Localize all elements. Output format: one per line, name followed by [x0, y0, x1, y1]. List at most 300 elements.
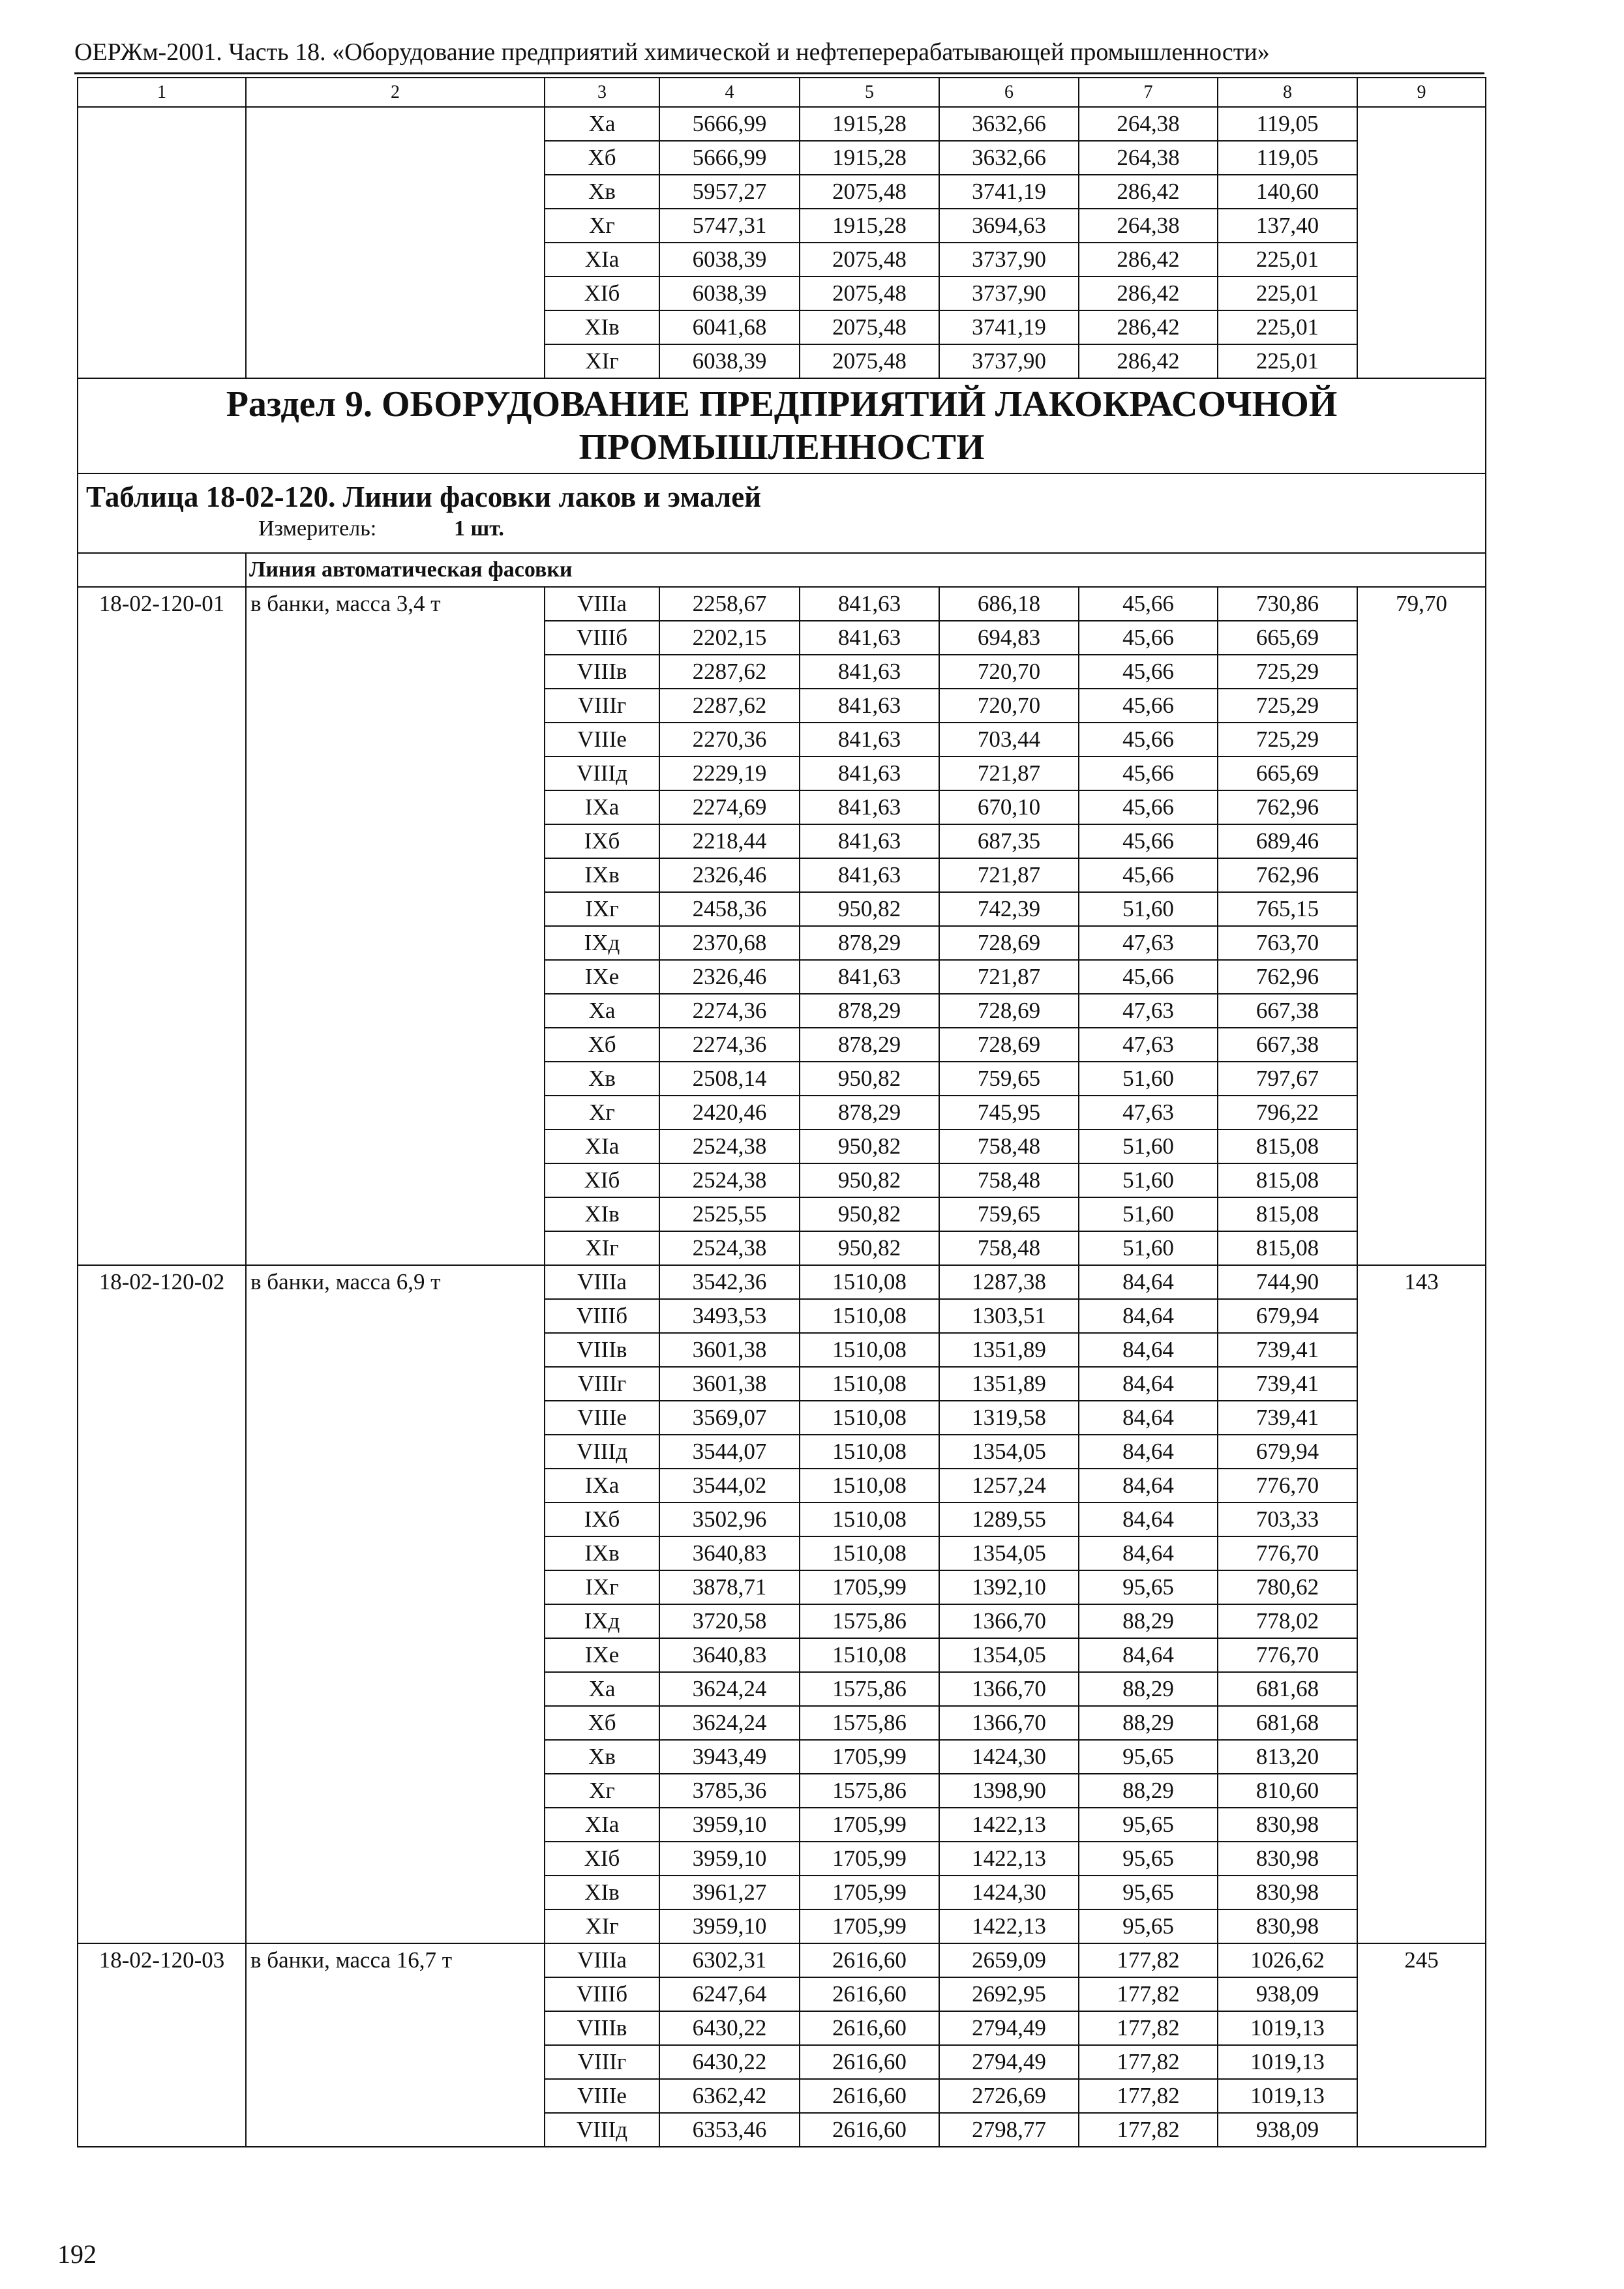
value-cell: 1575,86	[800, 1672, 939, 1706]
value-cell: 763,70	[1218, 926, 1357, 960]
value-cell: 84,64	[1079, 1333, 1218, 1367]
value-cell: 1257,24	[939, 1469, 1079, 1503]
column-number: 6	[939, 78, 1079, 107]
value-cell: 6430,22	[659, 2011, 800, 2045]
value-cell: 1422,13	[939, 1842, 1079, 1876]
table-title-cell	[78, 473, 1486, 553]
value-cell: 815,08	[1218, 1231, 1357, 1265]
value-cell: 1510,08	[800, 1536, 939, 1570]
value-cell: 95,65	[1079, 1842, 1218, 1876]
value-cell: 3878,71	[659, 1570, 800, 1604]
zone-cell: VIIIa	[545, 1265, 659, 1299]
value-cell: 2508,14	[659, 1062, 800, 1096]
value-cell: 3943,49	[659, 1740, 800, 1774]
value-cell: 1705,99	[800, 1808, 939, 1842]
value-cell: 2794,49	[939, 2011, 1079, 2045]
zone-cell: VIIIд	[545, 2113, 659, 2147]
value-cell: 88,29	[1079, 1706, 1218, 1740]
value-cell: 841,63	[800, 756, 939, 790]
value-cell: 3542,36	[659, 1265, 800, 1299]
subheading-spacer	[78, 553, 246, 587]
value-cell: 3569,07	[659, 1401, 800, 1435]
value-cell: 3544,07	[659, 1435, 800, 1469]
value-cell: 1319,58	[939, 1401, 1079, 1435]
value-cell: 1422,13	[939, 1808, 1079, 1842]
value-cell: 3785,36	[659, 1774, 800, 1808]
item-name: в банки, масса 16,7 т	[246, 1943, 545, 2147]
value-cell: 51,60	[1079, 1163, 1218, 1197]
zone-cell: VIIIa	[545, 1943, 659, 1977]
value-cell: 3959,10	[659, 1909, 800, 1943]
section-row	[78, 378, 1486, 473]
item-col9: 143	[1357, 1265, 1486, 1943]
value-cell: 2616,60	[800, 2011, 939, 2045]
value-cell: 2270,36	[659, 723, 800, 756]
value-cell: 6430,22	[659, 2045, 800, 2079]
value-cell: 1705,99	[800, 1740, 939, 1774]
value-cell: 3961,27	[659, 1876, 800, 1909]
value-cell: 2420,46	[659, 1096, 800, 1130]
value-cell: 720,70	[939, 689, 1079, 723]
value-cell: 758,48	[939, 1130, 1079, 1163]
value-cell: 796,22	[1218, 1096, 1357, 1130]
value-cell: 689,46	[1218, 824, 1357, 858]
value-cell: 47,63	[1079, 926, 1218, 960]
value-cell: 776,70	[1218, 1638, 1357, 1672]
value-cell: 45,66	[1079, 790, 1218, 824]
zone-cell: Xa	[545, 1672, 659, 1706]
column-number: 9	[1357, 78, 1486, 107]
value-cell: 2274,36	[659, 1028, 800, 1062]
value-cell: 878,29	[800, 1028, 939, 1062]
value-cell: 670,10	[939, 790, 1079, 824]
column-number: 1	[78, 78, 246, 107]
value-cell: 950,82	[800, 1163, 939, 1197]
value-cell: 3720,58	[659, 1604, 800, 1638]
zone-cell: VIIIг	[545, 1367, 659, 1401]
value-cell: 177,82	[1079, 1943, 1218, 1977]
value-cell: 739,41	[1218, 1401, 1357, 1435]
value-cell: 3741,19	[939, 310, 1079, 344]
column-number: 4	[659, 78, 800, 107]
value-cell: 1510,08	[800, 1638, 939, 1672]
value-cell: 2075,48	[800, 243, 939, 277]
zone-cell: Xг	[545, 209, 659, 243]
value-cell: 2075,48	[800, 310, 939, 344]
value-cell: 177,82	[1079, 2045, 1218, 2079]
value-cell: 225,01	[1218, 277, 1357, 310]
zone-cell: XIг	[545, 1231, 659, 1265]
value-cell: 1422,13	[939, 1909, 1079, 1943]
zone-cell: VIIIa	[545, 587, 659, 621]
value-cell: 950,82	[800, 1197, 939, 1231]
value-cell: 2326,46	[659, 960, 800, 994]
value-cell: 2524,38	[659, 1163, 800, 1197]
value-cell: 3959,10	[659, 1808, 800, 1842]
item-name: в банки, масса 3,4 т	[246, 587, 545, 1265]
value-cell: 878,29	[800, 994, 939, 1028]
zone-cell: XIб	[545, 1163, 659, 1197]
value-cell: 665,69	[1218, 756, 1357, 790]
value-cell: 1354,05	[939, 1435, 1079, 1469]
value-cell: 3601,38	[659, 1333, 800, 1367]
value-cell: 1366,70	[939, 1672, 1079, 1706]
zone-cell: VIIIв	[545, 2011, 659, 2045]
value-cell: 665,69	[1218, 621, 1357, 655]
value-cell: 3640,83	[659, 1638, 800, 1672]
value-cell: 780,62	[1218, 1570, 1357, 1604]
value-cell: 1510,08	[800, 1367, 939, 1401]
value-cell: 2458,36	[659, 892, 800, 926]
value-cell: 2798,77	[939, 2113, 1079, 2147]
value-cell: 3737,90	[939, 344, 1079, 378]
value-cell: 2616,60	[800, 1943, 939, 1977]
value-cell: 725,29	[1218, 723, 1357, 756]
value-cell: 3632,66	[939, 107, 1079, 141]
column-number: 7	[1079, 78, 1218, 107]
value-cell: 6353,46	[659, 2113, 800, 2147]
value-cell: 286,42	[1079, 243, 1218, 277]
zone-cell: IXб	[545, 824, 659, 858]
value-cell: 6038,39	[659, 243, 800, 277]
value-cell: 45,66	[1079, 689, 1218, 723]
value-cell: 742,39	[939, 892, 1079, 926]
column-number: 8	[1218, 78, 1357, 107]
zone-cell: Xг	[545, 1096, 659, 1130]
value-cell: 5957,27	[659, 175, 800, 209]
zone-cell: VIIIб	[545, 621, 659, 655]
value-cell: 1366,70	[939, 1604, 1079, 1638]
value-cell: 119,05	[1218, 107, 1357, 141]
value-cell: 813,20	[1218, 1740, 1357, 1774]
item-col9: 79,70	[1357, 587, 1486, 1265]
value-cell: 3737,90	[939, 277, 1079, 310]
price-table	[77, 77, 1486, 2147]
zone-cell: XIв	[545, 1876, 659, 1909]
value-cell: 2274,36	[659, 994, 800, 1028]
table-title-row	[78, 473, 1486, 553]
value-cell: 1392,10	[939, 1570, 1079, 1604]
zone-cell: Xa	[545, 107, 659, 141]
value-cell: 1398,90	[939, 1774, 1079, 1808]
value-cell: 6362,42	[659, 2079, 800, 2113]
value-cell: 51,60	[1079, 1231, 1218, 1265]
value-cell: 177,82	[1079, 2011, 1218, 2045]
value-cell: 739,41	[1218, 1333, 1357, 1367]
value-cell: 878,29	[800, 1096, 939, 1130]
value-cell: 177,82	[1079, 2113, 1218, 2147]
value-cell: 3694,63	[939, 209, 1079, 243]
value-cell: 1915,28	[800, 209, 939, 243]
value-cell: 1510,08	[800, 1333, 939, 1367]
value-cell: 679,94	[1218, 1299, 1357, 1333]
value-cell: 84,64	[1079, 1469, 1218, 1503]
value-cell: 728,69	[939, 994, 1079, 1028]
value-cell: 2258,67	[659, 587, 800, 621]
value-cell: 797,67	[1218, 1062, 1357, 1096]
value-cell: 264,38	[1079, 107, 1218, 141]
value-cell: 95,65	[1079, 1570, 1218, 1604]
value-cell: 51,60	[1079, 1130, 1218, 1163]
value-cell: 681,68	[1218, 1672, 1357, 1706]
subheading-row	[78, 553, 1486, 587]
value-cell: 3544,02	[659, 1469, 800, 1503]
value-cell: 728,69	[939, 1028, 1079, 1062]
zone-cell: Xг	[545, 1774, 659, 1808]
value-cell: 51,60	[1079, 892, 1218, 926]
value-cell: 95,65	[1079, 1808, 1218, 1842]
value-cell: 2370,68	[659, 926, 800, 960]
value-cell: 1354,05	[939, 1638, 1079, 1672]
value-cell: 1575,86	[800, 1604, 939, 1638]
name-cell	[246, 107, 545, 378]
value-cell: 776,70	[1218, 1469, 1357, 1503]
value-cell: 2616,60	[800, 2113, 939, 2147]
value-cell: 1705,99	[800, 1909, 939, 1943]
zone-cell: IXa	[545, 1469, 659, 1503]
value-cell: 720,70	[939, 655, 1079, 689]
zone-cell: VIIIд	[545, 756, 659, 790]
value-cell: 841,63	[800, 858, 939, 892]
value-cell: 938,09	[1218, 2113, 1357, 2147]
zone-cell: VIIIг	[545, 2045, 659, 2079]
value-cell: 286,42	[1079, 277, 1218, 310]
value-cell: 1424,30	[939, 1876, 1079, 1909]
value-cell: 2202,15	[659, 621, 800, 655]
item-code: 18-02-120-03	[78, 1943, 246, 2147]
value-cell: 45,66	[1079, 621, 1218, 655]
code-cell	[78, 107, 246, 378]
zone-cell: IXe	[545, 1638, 659, 1672]
column-number: 3	[545, 78, 659, 107]
value-cell: 45,66	[1079, 723, 1218, 756]
value-cell: 6038,39	[659, 344, 800, 378]
zone-cell: IXг	[545, 892, 659, 926]
value-cell: 950,82	[800, 1130, 939, 1163]
value-cell: 6038,39	[659, 277, 800, 310]
zone-cell: VIIIe	[545, 1401, 659, 1435]
value-cell: 721,87	[939, 960, 1079, 994]
value-cell: 2287,62	[659, 655, 800, 689]
zone-cell: VIIIe	[545, 723, 659, 756]
zone-cell: Xв	[545, 175, 659, 209]
value-cell: 762,96	[1218, 858, 1357, 892]
zone-cell: Xв	[545, 1740, 659, 1774]
value-cell: 95,65	[1079, 1740, 1218, 1774]
value-cell: 51,60	[1079, 1197, 1218, 1231]
value-cell: 1351,89	[939, 1333, 1079, 1367]
value-cell: 687,35	[939, 824, 1079, 858]
zone-cell: Xб	[545, 141, 659, 175]
value-cell: 5747,31	[659, 209, 800, 243]
value-cell: 1019,13	[1218, 2011, 1357, 2045]
value-cell: 3601,38	[659, 1367, 800, 1401]
value-cell: 1026,62	[1218, 1943, 1357, 1977]
value-cell: 177,82	[1079, 2079, 1218, 2113]
value-cell: 725,29	[1218, 689, 1357, 723]
value-cell: 2326,46	[659, 858, 800, 892]
value-cell: 3741,19	[939, 175, 1079, 209]
zone-cell: VIIIв	[545, 655, 659, 689]
value-cell: 776,70	[1218, 1536, 1357, 1570]
value-cell: 815,08	[1218, 1130, 1357, 1163]
value-cell: 1366,70	[939, 1706, 1079, 1740]
zone-cell: IXe	[545, 960, 659, 994]
value-cell: 810,60	[1218, 1774, 1357, 1808]
value-cell: 830,98	[1218, 1909, 1357, 1943]
value-cell: 47,63	[1079, 1028, 1218, 1062]
zone-cell: XIa	[545, 1808, 659, 1842]
section-title: Раздел 9. ОБОРУДОВАНИЕ ПРЕДПРИЯТИЙ ЛАКОКРАСОЧНОЙ ПРОМЫШЛЕННОСТИ	[78, 378, 1486, 473]
value-cell: 6302,31	[659, 1943, 800, 1977]
value-cell: 2218,44	[659, 824, 800, 858]
value-cell: 5666,99	[659, 141, 800, 175]
value-cell: 765,15	[1218, 892, 1357, 926]
value-cell: 2524,38	[659, 1231, 800, 1265]
value-cell: 878,29	[800, 926, 939, 960]
value-cell: 2229,19	[659, 756, 800, 790]
value-cell: 1705,99	[800, 1876, 939, 1909]
zone-cell: VIIIб	[545, 1977, 659, 2011]
value-cell: 1424,30	[939, 1740, 1079, 1774]
zone-cell: XIa	[545, 1130, 659, 1163]
value-cell: 759,65	[939, 1197, 1079, 1231]
value-cell: 815,08	[1218, 1163, 1357, 1197]
table-row	[78, 1943, 1486, 1977]
header-rule	[74, 72, 1484, 74]
zone-cell: XIв	[545, 1197, 659, 1231]
value-cell: 3624,24	[659, 1672, 800, 1706]
value-cell: 3624,24	[659, 1706, 800, 1740]
value-cell: 841,63	[800, 723, 939, 756]
value-cell: 286,42	[1079, 175, 1218, 209]
value-cell: 1510,08	[800, 1469, 939, 1503]
value-cell: 703,33	[1218, 1503, 1357, 1536]
zone-cell: IXг	[545, 1570, 659, 1604]
value-cell: 830,98	[1218, 1808, 1357, 1842]
value-cell: 667,38	[1218, 994, 1357, 1028]
value-cell: 2075,48	[800, 344, 939, 378]
value-cell: 778,02	[1218, 1604, 1357, 1638]
value-cell: 721,87	[939, 858, 1079, 892]
measure-label: Измеритель:	[258, 516, 377, 541]
value-cell: 841,63	[800, 655, 939, 689]
value-cell: 841,63	[800, 960, 939, 994]
value-cell: 84,64	[1079, 1536, 1218, 1570]
value-cell: 95,65	[1079, 1909, 1218, 1943]
item-col9: 245	[1357, 1943, 1486, 2147]
zone-cell: VIIIб	[545, 1299, 659, 1333]
value-cell: 2075,48	[800, 175, 939, 209]
table-title: Таблица 18-02-120. Линии фасовки лаков и эмалей	[86, 481, 762, 513]
value-cell: 728,69	[939, 926, 1079, 960]
value-cell: 679,94	[1218, 1435, 1357, 1469]
value-cell: 841,63	[800, 689, 939, 723]
zone-cell: Xa	[545, 994, 659, 1028]
value-cell: 3502,96	[659, 1503, 800, 1536]
value-cell: 2274,69	[659, 790, 800, 824]
value-cell: 2692,95	[939, 1977, 1079, 2011]
value-cell: 225,01	[1218, 344, 1357, 378]
value-cell: 1510,08	[800, 1401, 939, 1435]
value-cell: 84,64	[1079, 1401, 1218, 1435]
zone-cell: Xб	[545, 1028, 659, 1062]
value-cell: 1510,08	[800, 1503, 939, 1536]
value-cell: 721,87	[939, 756, 1079, 790]
value-cell: 841,63	[800, 587, 939, 621]
value-cell: 1705,99	[800, 1842, 939, 1876]
value-cell: 762,96	[1218, 960, 1357, 994]
value-cell: 2726,69	[939, 2079, 1079, 2113]
value-cell: 681,68	[1218, 1706, 1357, 1740]
value-cell: 45,66	[1079, 756, 1218, 790]
value-cell: 286,42	[1079, 310, 1218, 344]
value-cell: 841,63	[800, 790, 939, 824]
value-cell: 2075,48	[800, 277, 939, 310]
value-cell: 119,05	[1218, 141, 1357, 175]
value-cell: 758,48	[939, 1231, 1079, 1265]
value-cell: 1705,99	[800, 1570, 939, 1604]
column-number: 2	[246, 78, 545, 107]
subheading: Линия автоматическая фасовки	[246, 553, 1486, 587]
value-cell: 745,95	[939, 1096, 1079, 1130]
value-cell: 950,82	[800, 892, 939, 926]
value-cell: 1351,89	[939, 1367, 1079, 1401]
zone-cell: VIIIв	[545, 1333, 659, 1367]
value-cell: 47,63	[1079, 994, 1218, 1028]
value-cell: 177,82	[1079, 1977, 1218, 2011]
value-cell: 3640,83	[659, 1536, 800, 1570]
value-cell: 1287,38	[939, 1265, 1079, 1299]
value-cell: 2616,60	[800, 2045, 939, 2079]
value-cell: 1354,05	[939, 1536, 1079, 1570]
value-cell: 3737,90	[939, 243, 1079, 277]
value-cell: 2616,60	[800, 1977, 939, 2011]
zone-cell: VIIIг	[545, 689, 659, 723]
value-cell: 140,60	[1218, 175, 1357, 209]
value-cell: 1575,86	[800, 1706, 939, 1740]
item-name: в банки, масса 6,9 т	[246, 1265, 545, 1943]
value-cell: 938,09	[1218, 1977, 1357, 2011]
value-cell: 225,01	[1218, 310, 1357, 344]
value-cell: 88,29	[1079, 1672, 1218, 1706]
value-cell: 2616,60	[800, 2079, 939, 2113]
zone-cell: XIб	[545, 1842, 659, 1876]
value-cell: 264,38	[1079, 209, 1218, 243]
value-cell: 686,18	[939, 587, 1079, 621]
zone-cell: IXa	[545, 790, 659, 824]
value-cell: 950,82	[800, 1062, 939, 1096]
zone-cell: IXб	[545, 1503, 659, 1536]
value-cell: 1510,08	[800, 1435, 939, 1469]
zone-cell: IXд	[545, 926, 659, 960]
table-body	[78, 78, 1486, 2147]
value-cell: 3632,66	[939, 141, 1079, 175]
value-cell: 1915,28	[800, 141, 939, 175]
value-cell: 264,38	[1079, 141, 1218, 175]
value-cell: 694,83	[939, 621, 1079, 655]
value-cell: 1303,51	[939, 1299, 1079, 1333]
value-cell: 2524,38	[659, 1130, 800, 1163]
value-cell: 45,66	[1079, 655, 1218, 689]
value-cell: 830,98	[1218, 1876, 1357, 1909]
value-cell: 1575,86	[800, 1774, 939, 1808]
value-cell: 45,66	[1079, 960, 1218, 994]
table-row	[78, 107, 1486, 141]
value-cell: 51,60	[1079, 1062, 1218, 1096]
measure-line	[86, 516, 1477, 542]
value-cell: 1915,28	[800, 107, 939, 141]
